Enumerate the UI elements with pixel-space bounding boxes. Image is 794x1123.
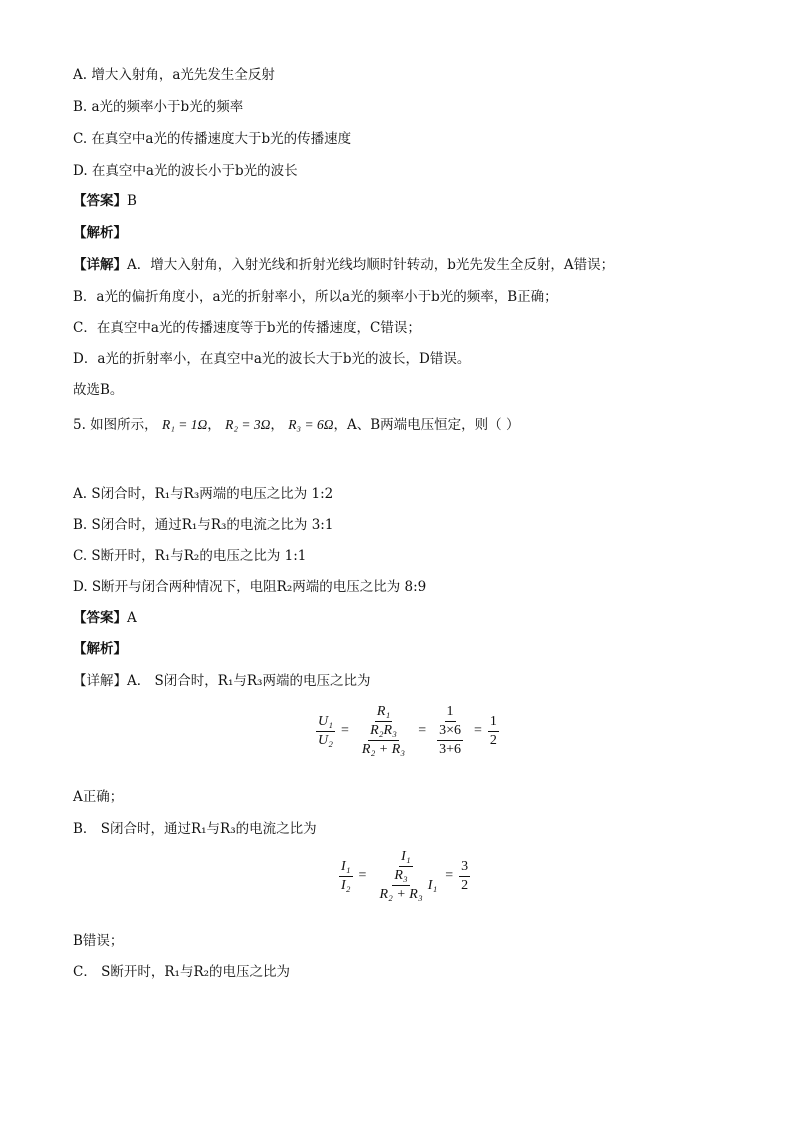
q5-a-correct: A正确； (73, 789, 124, 805)
q4-analysis-label: 【解析】 (73, 225, 127, 241)
answer-value: A (127, 610, 137, 626)
q4-detail-a (73, 256, 614, 274)
q4-option-c: C. 在真空中a光的传播速度大于b光的传播速度 (73, 131, 352, 147)
q5-analysis-label: 【解析】 (73, 641, 127, 657)
q5-option-d: D. S断开与闭合两种情况下，电阻R₂两端的电压之比为 8:9 (73, 579, 427, 595)
q5-stem-prefix: 5. 如图所示， (73, 417, 158, 433)
detail-a-text: A．增大入射角，入射光线和折射光线均顺时针转动，b光先发生全反射，A错误； (127, 257, 615, 273)
current-ratio-formula: $\frac{\text{I₁}}{\text{I₂}}$ = I₁ $\frac{\text{R₃}}{\text{R₂ + R₃}}$ I₁ = $\frac{3}{2}$ (341, 849, 469, 902)
q5-option-b: B. S闭合时，通过R₁与R₃的电流之比为 3:1 (73, 517, 334, 533)
detail-label: 【详解】 (73, 257, 127, 273)
fraction-values: $\frac{1}{\frac{3\times 6}{3+6}}$ (439, 704, 461, 757)
fraction-current: I₁ $\frac{\text{R₃}}{\text{R₂ + R₃}}$ I₁ (379, 849, 438, 902)
r3-value: R₃ = 6Ω (288, 417, 334, 432)
q5-option-a: A. S闭合时，R₁与R₃两端的电压之比为 1:2 (73, 486, 334, 502)
fraction-result: $\frac{3}{2}$ (461, 858, 469, 893)
answer-value: B (127, 193, 137, 209)
q5-answer (73, 609, 137, 627)
q5-stem: 5. 如图所示， R₁ = 1Ω， R₂ = 3Ω， R₃ = 6Ω，A、B两端电压恒定，则（ ） (73, 417, 520, 433)
values-inner-fraction: $\frac{3\times 6}{3+6}$ (439, 723, 461, 757)
fraction-result: $\frac{1}{2}$ (489, 713, 497, 748)
fraction-i: $\frac{\text{I₁}}{\text{I₂}}$ (341, 858, 351, 893)
divider-fraction: $\frac{\text{R₃}}{\text{R₂ + R₃}}$ (379, 868, 423, 902)
answer-label: 【答案】 (73, 193, 127, 209)
fraction-u: $\frac{\text{U₁}}{\text{U₂}}$ (318, 713, 333, 748)
q5-detail-c: C． S断开时，R₁与R₂的电压之比为 (73, 964, 291, 980)
q4-answer (73, 192, 137, 210)
q5-option-c: C. S断开时，R₁与R₂的电压之比为 1:1 (73, 548, 307, 564)
parallel-fraction: $\frac{\text{R₂R₃}}{\text{R₂ + R₃}}$ (361, 723, 406, 757)
r1-value: R₁ = 1Ω (161, 417, 208, 432)
q4-option-a: A. 增大入射角，a光先发生全反射 (73, 67, 275, 83)
q4-option-d: D. 在真空中a光的波长小于b光的波长 (73, 163, 298, 179)
q4-detail-d: D．a光的折射率小，在真空中a光的波长大于b光的波长，D错误。 (73, 351, 471, 367)
voltage-ratio-formula: $\frac{\text{U₁}}{\text{U₂}}$ = $\frac{\text{R₁}}{\frac{\text{R₂R₃}}{\text{R₂ + R₃}}}$ = $\frac{1}{\frac{3\times 6}{3+6}}$ = $\frac{1}{2}$ (318, 704, 497, 757)
answer-label: 【答案】 (73, 610, 127, 626)
q5-b-wrong: B错误； (73, 933, 124, 949)
q5-detail-b: B． S闭合时，通过R₁与R₃的电流之比为 (73, 821, 317, 837)
r2-value: R₂ = 3Ω (225, 417, 271, 432)
q5-stem-suffix: ，A、B两端电压恒定，则（ ） (333, 417, 520, 433)
q4-detail-b: B．a光的偏折角度小，a光的折射率小，所以a光的频率小于b光的频率，B正确； (73, 289, 558, 305)
q5-detail-a: 【详解】A． S闭合时，R₁与R₃两端的电压之比为 (73, 673, 371, 689)
q4-option-b: B. a光的频率小于b光的频率 (73, 99, 244, 115)
q4-detail-c: C．在真空中a光的传播速度等于b光的传播速度，C错误； (73, 320, 421, 336)
fraction-r: $\frac{\text{R₁}}{\frac{\text{R₂R₃}}{\text{R₂ + R₃}}}$ (361, 704, 406, 757)
q4-conclusion: 故选B。 (73, 382, 124, 398)
